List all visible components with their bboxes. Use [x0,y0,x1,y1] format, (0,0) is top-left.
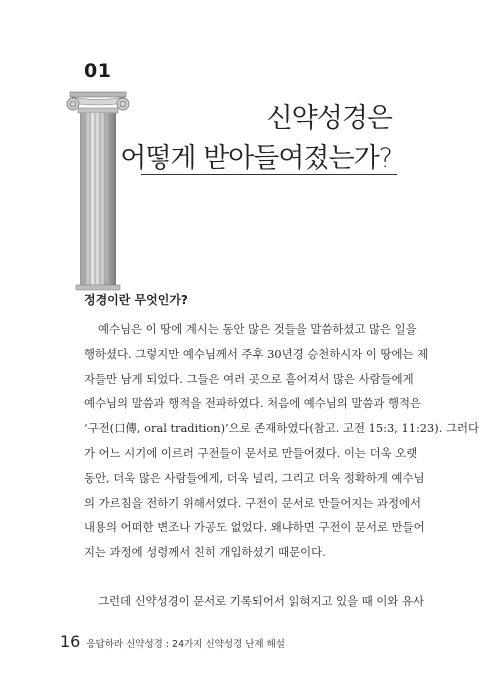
title-underline [141,174,397,175]
paragraph-line: 동안, 더욱 많은 사람들에게, 더욱 널리, 그리고 더욱 정확하게 예수님 [84,470,425,485]
section-heading: 정경이란 무엇인가? [84,293,188,307]
paragraph-line: 예수님의 말씀과 행적을 전파하였다. 처음에 예수님의 말씀과 행적은 [84,396,422,411]
page-number: 16 [60,632,81,651]
paragraph-line: 자들만 남게 되었다. 그들은 여러 곳으로 흩어져서 많은 사람들에게 [84,371,414,386]
paragraph-line: 그런데 신약성경이 문서로 기록되어서 읽혀지고 있을 때 이와 유사 [98,594,425,608]
chapter-title-line-2: 어떻게 받아들여졌는가? [120,143,392,174]
paragraph-line: 내용의 어떠한 변조나 가공도 없었다. 왜냐하면 구전이 문서로 만들어 [84,520,425,535]
paragraph-1 [84,317,479,565]
chapter-number: 01 [84,60,112,82]
paragraph-line: 가 어느 시기에 이르러 구전들이 문서로 만들어졌다. 이는 더욱 오랫 [84,445,418,460]
page-footer [60,632,285,651]
paragraph-line: ‘구전(口傳, oral tradition)’으로 존재하였다(참고. 고전 15:3, 11:23). 그러다 [84,421,479,436]
running-book-title: 응답하라 신약성경 : 24가지 신약성경 난제 해설 [86,639,285,650]
chapter-title-line-1: 신약성경은 [266,103,392,134]
ionic-column-illustration [66,86,130,300]
paragraph-2 [84,589,425,614]
paragraph-line: 지는 과정에 성령께서 친히 개입하셨기 때문이다. [84,545,326,560]
paragraph-line: 의 가르침을 전하기 위해서였다. 구전이 문서로 만들어지는 과정에서 [84,495,422,510]
paragraph-line: 예수님은 이 땅에 계시는 동안 많은 것들을 말씀하셨고 많은 일을 [98,322,417,336]
paragraph-line: 행하셨다. 그렇지만 예수님께서 주후 30년경 승천하시자 이 땅에는 제 [84,346,429,361]
